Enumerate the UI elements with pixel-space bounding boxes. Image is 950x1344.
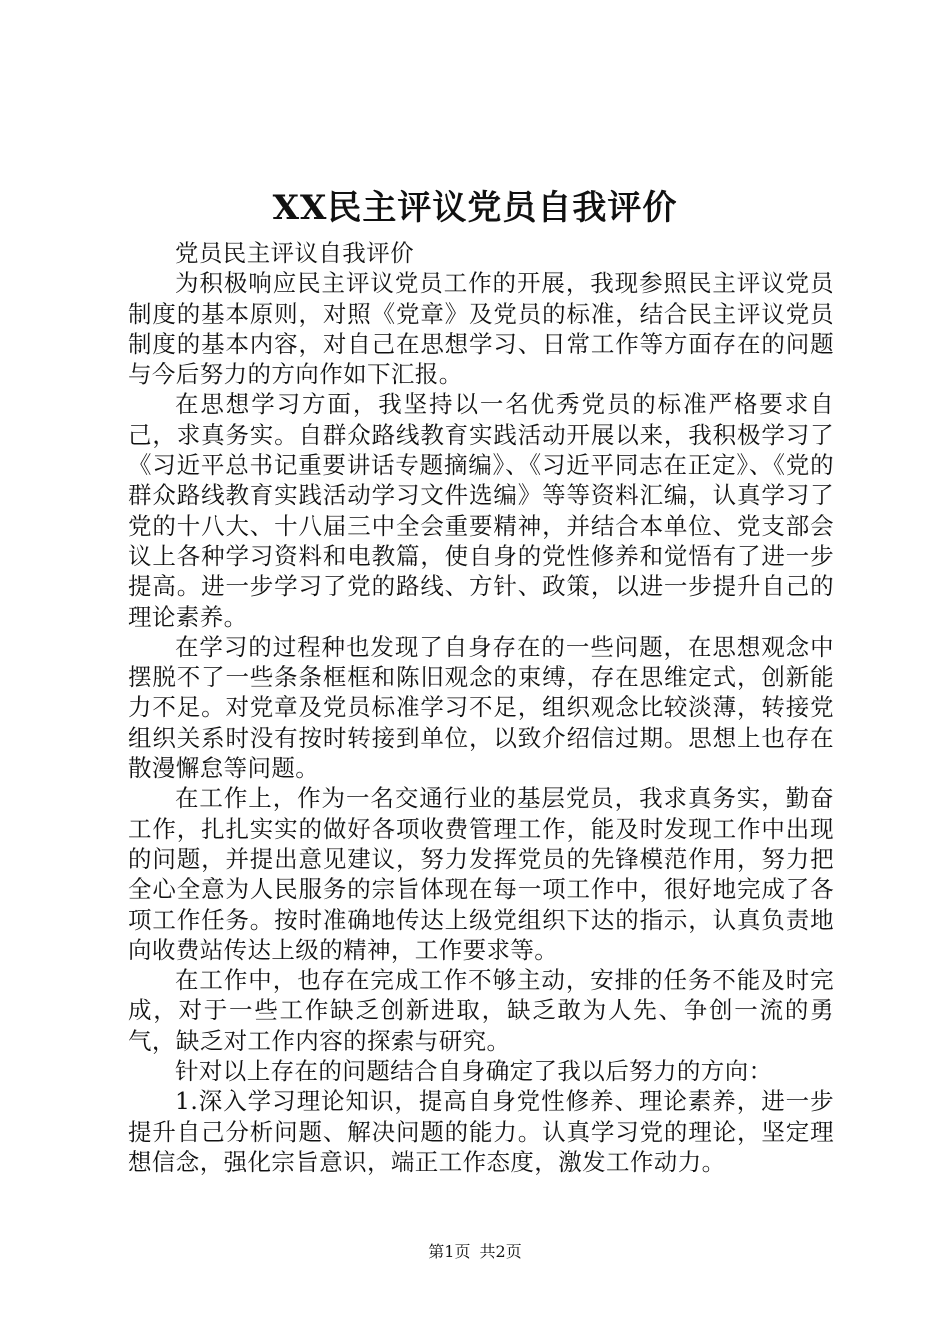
paragraph-work-problems: 在工作中，也存在完成工作不够主动，安排的任务不能及时完成，对于一些工作缺乏创新进取，缺乏敢为人先、争创一流的勇气，缺乏对工作内容的探索与研究。 — [128, 966, 834, 1055]
document-body — [128, 238, 834, 1177]
document-title: XX民主评议党员自我评价 — [272, 188, 678, 228]
paragraph-subtitle: 党员民主评议自我评价 — [175, 239, 414, 267]
paragraph-intro: 为积极响应民主评议党员工作的开展，我现参照民主评议党员制度的基本原则，对照《党章》及党员的标准，结合民主评议党员制度的基本内容，对自己在思想学习、日常工作等方面存在的问题与今后努力的方向作如下汇报。 — [128, 269, 834, 389]
paragraph-direction: 针对以上存在的问题结合自身确定了我以后努力的方向： — [175, 1057, 773, 1086]
paragraph-study: 在思想学习方面，我坚持以一名优秀党员的标准严格要求自己，求真务实。自群众路线教育实践活动开展以来，我积极学习了《习近平总书记重要讲话专题摘编》、《习近平同志在正定》、《党的群众路线教育实践活动学习文件选编》等等资料汇编，认真学习了党的十八大、十八届三中全会重要精神，并结合本单位、党支部会议上各种学习资料和电教篇，使自身的党性修养和觉悟有了进一步提高。进一步学习了党的路线、方针、政策，以进一步提升自己的理论素养。 — [128, 390, 834, 631]
paragraph-item-1: 1.深入学习理论知识，提高自身党性修养、理论素养，进一步提升自己分析问题、解决问题的能力。认真学习党的理论，坚定理想信念，强化宗旨意识，端正工作态度，激发工作动力。 — [128, 1087, 834, 1176]
page-total: 共2页 — [479, 1242, 522, 1261]
paragraph-study-problems: 在学习的过程种也发现了自身存在的一些问题，在思想观念中摆脱不了一些条条框框和陈旧观念的束缚，存在思维定式，创新能力不足。对党章及党员标准学习不足，组织观念比较淡薄，转接党组织关系时没有按时转接到单位，以致介绍信过期。思想上也存在散漫懈怠等问题。 — [128, 632, 834, 783]
paragraph-work: 在工作上，作为一名交通行业的基层党员，我求真务实，勤奋工作，扎扎实实的做好各项收费管理工作，能及时发现工作中出现的问题，并提出意见建议，努力发挥党员的先锋模范作用，努力把全心全意为人民服务的宗旨体现在每一项工作中，很好地完成了各项工作任务。按时准确地传达上级党组织下达的指示，认真负责地向收费站传达上级的精神，工作要求等。 — [128, 784, 834, 964]
page-number: 第1页 — [428, 1242, 471, 1261]
page-footer — [0, 1241, 950, 1263]
